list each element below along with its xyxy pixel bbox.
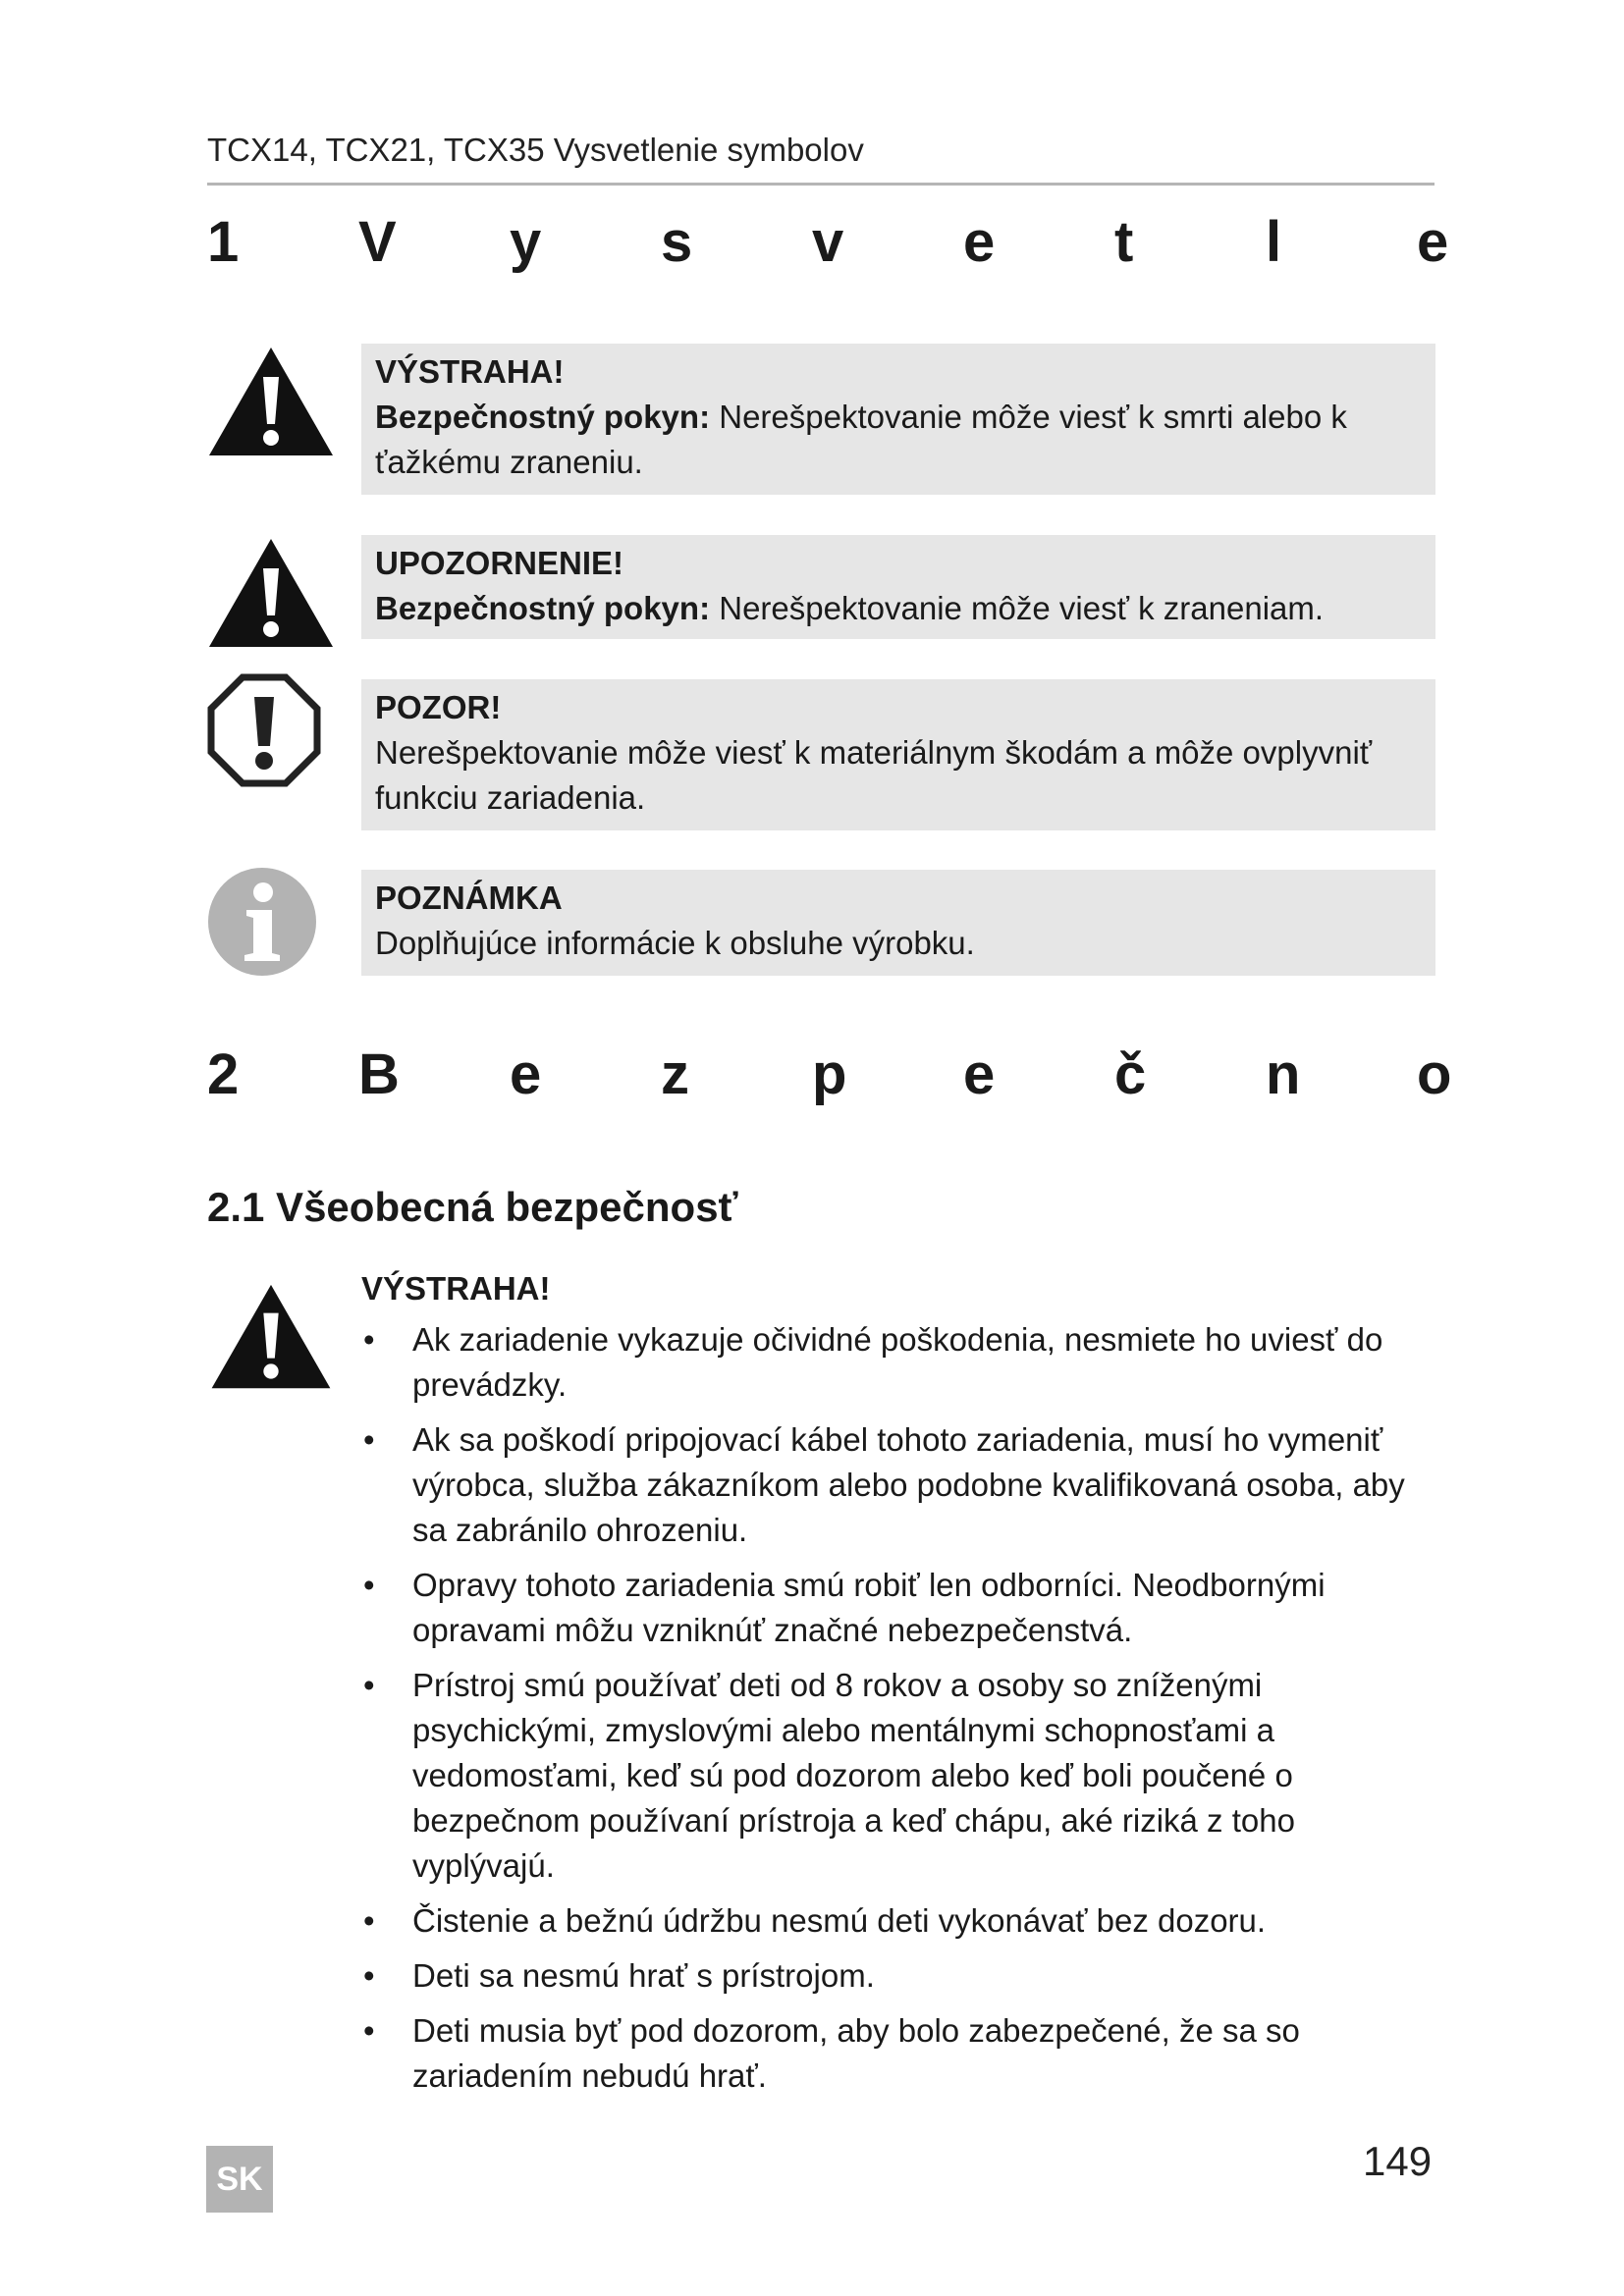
list-item-text: Deti musia byť pod dozorom, aby bolo zabezpečené, že sa so zariadením nebudú hrať. [412, 2012, 1300, 2094]
heading-letter: y [510, 210, 542, 274]
list-item [361, 1317, 1435, 1408]
heading-letter: s [661, 210, 693, 274]
heading-letter: v [812, 210, 844, 274]
heading-letter: e [963, 1042, 996, 1106]
caution-symbol-box [361, 535, 1435, 639]
octagon-exclamation-icon [207, 673, 321, 787]
list-item [361, 1663, 1435, 1889]
symbol-lead: Bezpečnostný pokyn: [375, 590, 711, 626]
bullet: • [363, 1902, 375, 1939]
list-item-text: Ak zariadenie vykazuje očividné poškodenia, nesmiete ho uviesť do prevádzky. [412, 1321, 1383, 1403]
symbol-text: Doplňujúce informácie k obsluhe výrobku. [375, 925, 975, 961]
heading-letter: B [358, 1042, 400, 1106]
list-item [361, 1417, 1435, 1553]
heading-letter: l [1266, 210, 1282, 274]
heading-letter: e [963, 210, 996, 274]
list-item [361, 2008, 1435, 2099]
symbol-title: POZNÁMKA [375, 880, 563, 916]
warning-triangle-icon [207, 339, 335, 466]
heading-letter: p [812, 1042, 847, 1106]
note-symbol-box [361, 870, 1435, 976]
bullet: • [363, 1421, 375, 1458]
heading-letter: z [661, 1042, 689, 1106]
general-safety-warning [361, 1266, 1435, 2109]
bullet: • [363, 1321, 375, 1358]
warning-list [361, 1317, 1435, 2099]
subsection-title: 2.1 Všeobecná bezpečnosť [207, 1184, 738, 1230]
symbol-text: Nerešpektovanie môže viesť k zraneniam. [710, 590, 1325, 626]
list-item [361, 1898, 1435, 1944]
section-number: 1 [207, 210, 240, 274]
warning-title: VÝSTRAHA! [361, 1270, 551, 1307]
list-item [361, 1563, 1435, 1653]
list-item [361, 1953, 1435, 1999]
symbol-text: Nerešpektovanie môže viesť k materiálnym škodám a môže ovplyvniť funkciu zariadenia. [375, 734, 1373, 816]
bullet: • [363, 1957, 375, 1994]
info-circle-icon [207, 867, 317, 977]
heading-letter: e [1417, 210, 1449, 274]
warning-triangle-icon [207, 530, 335, 658]
heading-letter: č [1114, 1042, 1147, 1106]
page-number: 149 [1363, 2138, 1433, 2184]
list-item-text: Opravy tohoto zariadenia smú robiť len odborníci. Neodbornými opravami môžu vzniknúť značné nebezpečenstvá. [412, 1567, 1326, 1648]
list-item-text: Deti sa nesmú hrať s prístrojom. [412, 1957, 875, 1994]
section-2-heading [207, 1041, 1621, 1109]
list-item-text: Ak sa poškodí pripojovací kábel tohoto zariadenia, musí ho vymeniť výrobca, služba zákazníkom alebo podobne kvalifikovaná osoba, aby sa zabránilo ohrozeniu. [412, 1421, 1405, 1548]
symbol-text: Nerešpektovanie môže viesť k smrti alebo k ťažkému zraneniu. [375, 399, 1347, 480]
bullet: • [363, 1667, 375, 1703]
symbol-title: VÝSTRAHA! [375, 353, 565, 390]
symbol-title: POZOR! [375, 689, 502, 725]
heading-letter: e [510, 1042, 542, 1106]
list-item-text: Čistenie a bežnú údržbu nesmú deti vykonávať bez dozoru. [412, 1902, 1267, 1939]
running-header: TCX14, TCX21, TCX35 Vysvetlenie symbolov [207, 132, 1435, 186]
heading-letter: o [1417, 1042, 1452, 1106]
bullet: • [363, 2012, 375, 2049]
symbol-lead: Bezpečnostný pokyn: [375, 399, 711, 435]
list-item-text: Prístroj smú používať deti od 8 rokov a osoby so zníženými psychickými, zmyslovými alebo mentálnymi schopnosťami a vedomosťami, keď sú pod dozorom alebo keď boli poučené o bezpečnom používaní prístroja a keď chápu, aké riziká z toho vyplývajú. [412, 1667, 1295, 1884]
section-number: 2 [207, 1042, 240, 1106]
heading-letter: V [358, 210, 397, 274]
section-1-heading [207, 208, 1621, 277]
heading-letter: t [1114, 210, 1134, 274]
language-badge: SK [206, 2146, 273, 2213]
warning-triangle-icon [207, 1281, 335, 1394]
notice-symbol-box [361, 679, 1435, 830]
symbol-title: UPOZORNENIE! [375, 545, 624, 581]
heading-letter: n [1266, 1042, 1301, 1106]
bullet: • [363, 1567, 375, 1603]
warning-symbol-box [361, 344, 1435, 495]
